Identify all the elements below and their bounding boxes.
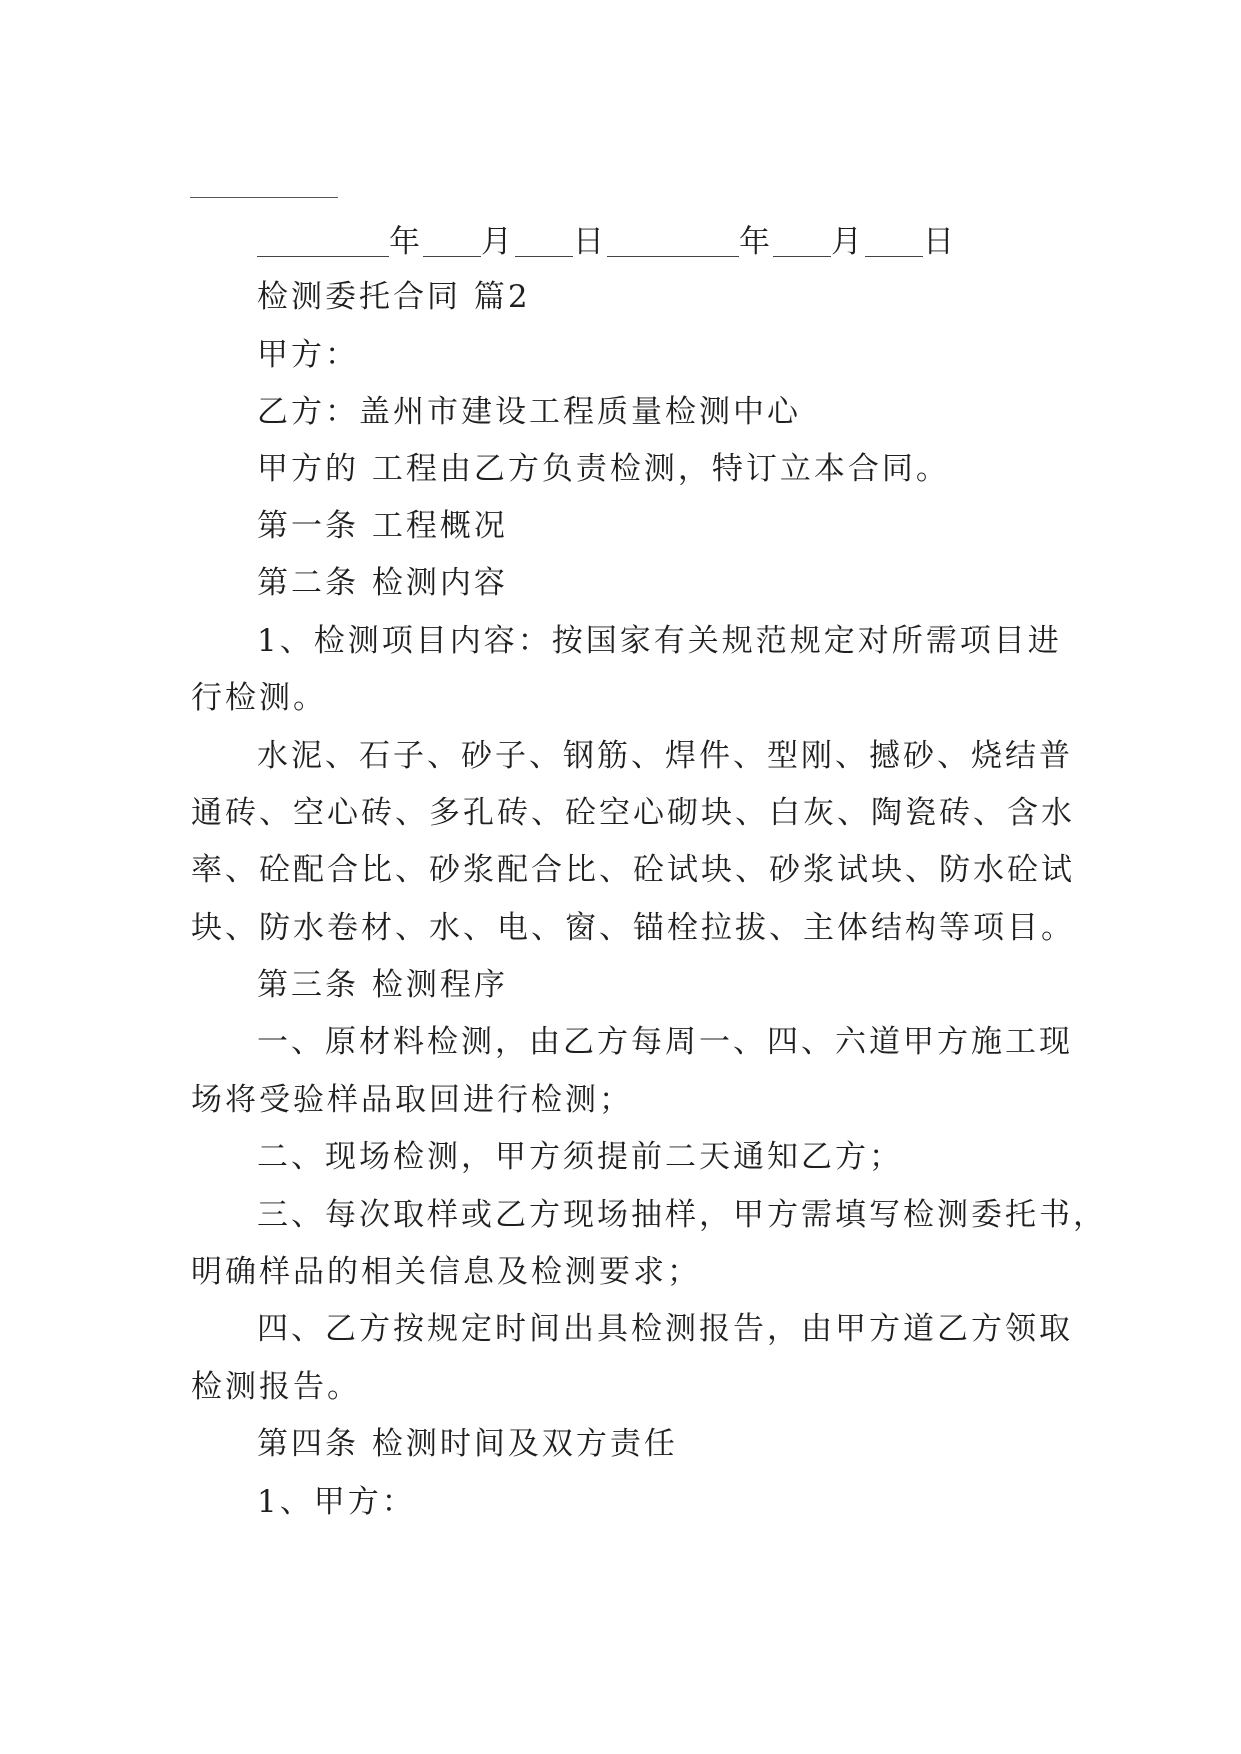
date-line xyxy=(191,214,1051,271)
month-label: 月 xyxy=(831,224,865,260)
day-blank xyxy=(515,226,573,257)
section-title: 检测委托合同 篇2 xyxy=(257,279,531,315)
paragraph-line: 四、乙方按规定时间出具检测报告，由甲方道乙方领取 xyxy=(257,1311,1073,1347)
party-a-line: 甲方： xyxy=(257,337,359,373)
paragraph-line: 通砖、空心砖、多孔砖、砼空心砌块、白灰、陶瓷砖、含水 xyxy=(191,795,1075,831)
paragraph-line: 行检测。 xyxy=(191,680,327,716)
year-blank xyxy=(257,226,389,257)
paragraph-line: 三、每次取样或乙方现场抽样，甲方需填写检测委托书， xyxy=(257,1197,1107,1233)
article-heading: 第二条 检测内容 xyxy=(257,565,508,601)
month-blank xyxy=(773,226,831,257)
party-b-line: 乙方：盖州市建设工程质量检测中心 xyxy=(257,394,801,430)
paragraph: 甲方的 工程由乙方负责检测，特订立本合同。 xyxy=(257,451,950,487)
paragraph-line: 水泥、石子、砂子、钢筋、焊件、型刚、撼砂、烧结普 xyxy=(257,738,1073,774)
paragraph-line: 明确样品的相关信息及检测要求； xyxy=(191,1254,701,1290)
year-blank xyxy=(607,226,739,257)
paragraph-line: 场将受验样品取回进行检测； xyxy=(191,1082,633,1118)
day-blank xyxy=(865,226,923,257)
article-heading: 第一条 工程概况 xyxy=(257,508,508,544)
month-label: 月 xyxy=(481,224,515,260)
paragraph-line: 1、甲方： xyxy=(257,1484,416,1520)
signature-underline xyxy=(190,197,338,198)
paragraph-line: 率、砼配合比、砂浆配合比、砼试块、砂浆试块、防水砼试 xyxy=(191,852,1075,888)
paragraph-line: 检测报告。 xyxy=(191,1369,361,1405)
year-label: 年 xyxy=(739,224,773,260)
article-heading: 第三条 检测程序 xyxy=(257,967,508,1003)
month-blank xyxy=(423,226,481,257)
paragraph-line: 1、检测项目内容：按国家有关规范规定对所需项目进 xyxy=(257,623,1062,659)
day-label: 日 xyxy=(573,224,607,260)
paragraph-line: 二、现场检测，甲方须提前二天通知乙方； xyxy=(257,1139,903,1175)
article-heading: 第四条 检测时间及双方责任 xyxy=(257,1426,678,1462)
year-label: 年 xyxy=(389,224,423,260)
paragraph-line: 一、原材料检测，由乙方每周一、四、六道甲方施工现 xyxy=(257,1024,1073,1060)
day-label: 日 xyxy=(923,224,957,260)
paragraph-line: 块、防水卷材、水、电、窗、锚栓拉拔、主体结构等项目。 xyxy=(191,910,1075,946)
